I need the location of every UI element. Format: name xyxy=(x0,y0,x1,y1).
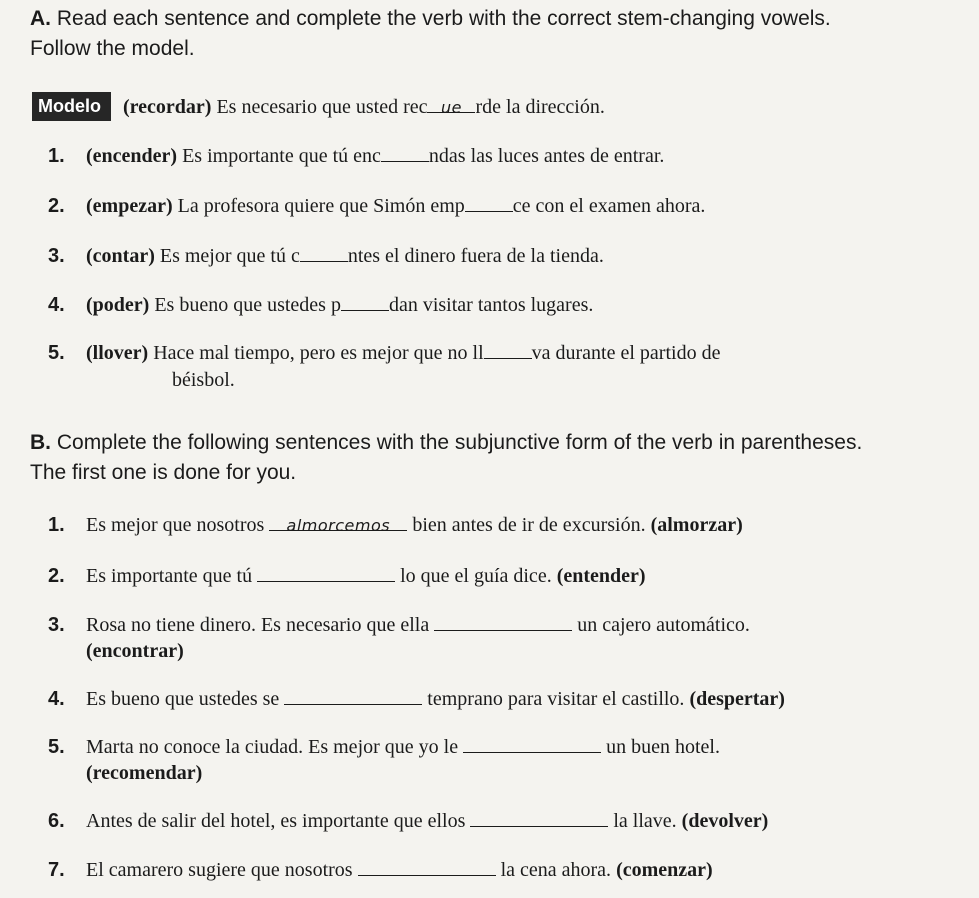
b-item-text-before: Marta no conoce la ciudad. Es mejor que yo le xyxy=(86,736,459,758)
a-item-2 xyxy=(48,193,705,219)
a-item-text-before: Es mejor que tú c xyxy=(159,245,300,267)
b-item-text-after: lo que el guía dice. xyxy=(400,565,552,587)
b-item-text-before: El camarero sugiere que nosotros xyxy=(86,859,353,881)
model-verb: (recordar) xyxy=(123,96,212,118)
a-item-verb: (llover) xyxy=(86,342,149,364)
b-item-number: 7. xyxy=(48,859,65,881)
b-item-blank[interactable] xyxy=(358,857,496,876)
section-a-instruction-line2: Follow the model. xyxy=(30,37,195,60)
a-item-number: 2. xyxy=(48,195,65,217)
a-item-text-after: va durante el partido de xyxy=(531,342,721,364)
b-item-1 xyxy=(48,512,743,538)
section-a-instruction xyxy=(30,4,831,34)
b-item-4 xyxy=(48,686,785,712)
b-item-2 xyxy=(48,563,646,589)
b-item-number: 5. xyxy=(48,736,65,758)
b-item-number: 3. xyxy=(48,614,65,636)
b-item-5 xyxy=(48,734,720,760)
section-b-instruction-line2: The first one is done for you. xyxy=(30,461,297,484)
model-sentence xyxy=(32,92,605,121)
a-item-blank[interactable] xyxy=(465,193,513,212)
b-item-text-after: un buen hotel. xyxy=(606,736,720,758)
a-item-number: 3. xyxy=(48,245,65,267)
a-item-blank[interactable] xyxy=(381,143,429,162)
section-a-instruction-line1: Read each sentence and complete the verb with the correct stem-changing vowels. xyxy=(56,7,831,30)
b-item-verb: (despertar) xyxy=(689,688,785,710)
b-item-text-before: Rosa no tiene dinero. Es necesario que ella xyxy=(86,614,430,636)
a-item-number: 1. xyxy=(48,145,65,167)
a-item-number: 4. xyxy=(48,294,65,316)
modelo-badge: Modelo xyxy=(32,92,111,121)
b-item-number: 1. xyxy=(48,514,65,536)
b-item-5-verb: (recomendar) xyxy=(86,762,203,784)
a-item-text-after: ntes el dinero fuera de la tienda. xyxy=(347,245,604,267)
b-item-blank[interactable] xyxy=(463,734,601,753)
b-item-3-verb: (encontrar) xyxy=(86,640,184,662)
model-answer: ue xyxy=(440,98,462,117)
a-item-text-before: Hace mal tiempo, pero es mejor que no ll xyxy=(153,342,484,364)
a-item-text-before: Es importante que tú enc xyxy=(182,145,381,167)
b-item-verb: (comenzar) xyxy=(616,859,713,881)
b-item-text-after: la llave. xyxy=(613,810,677,832)
b-item-number: 4. xyxy=(48,688,65,710)
section-b-instruction-line1: Complete the following sentences with the subjunctive form of the verb in parentheses. xyxy=(56,431,863,454)
b-item-6 xyxy=(48,808,768,834)
a-item-text-after: ce con el examen ahora. xyxy=(512,195,706,217)
b-item-text-after: la cena ahora. xyxy=(500,859,612,881)
b-item-blank[interactable] xyxy=(284,686,422,705)
a-item-text-before: La profesora quiere que Simón emp xyxy=(177,195,465,217)
a-item-blank[interactable] xyxy=(484,340,532,359)
model-text-after: rde la dirección. xyxy=(475,96,605,118)
b-item-text-after: temprano para visitar el castillo. xyxy=(427,688,685,710)
section-b-letter: B. xyxy=(30,431,51,454)
b-item-text-before: Es mejor que nosotros xyxy=(86,514,265,536)
b-item-blank[interactable] xyxy=(434,612,572,631)
b-item-blank[interactable] xyxy=(257,563,395,582)
model-answer-blank xyxy=(427,94,475,117)
a-item-verb: (encender) xyxy=(86,145,178,167)
b-item-7 xyxy=(48,857,713,883)
section-a-letter: A. xyxy=(30,7,51,30)
section-b-instruction xyxy=(30,428,862,458)
b-item-answer-blank xyxy=(269,512,407,535)
a-item-number: 5. xyxy=(48,342,65,364)
a-item-blank[interactable] xyxy=(300,243,348,262)
a-item-blank[interactable] xyxy=(341,292,389,311)
a-item-verb: (contar) xyxy=(86,245,155,267)
b-item-number: 2. xyxy=(48,565,65,587)
a-item-verb: (poder) xyxy=(86,294,150,316)
b-item-blank[interactable] xyxy=(470,808,608,827)
b-item-text-before: Antes de salir del hotel, es importante que ellos xyxy=(86,810,466,832)
b-item-number: 6. xyxy=(48,810,65,832)
b-item-verb: (devolver) xyxy=(681,810,769,832)
a-item-5-continuation: béisbol. xyxy=(172,369,235,391)
a-item-text-after: ndas las luces antes de entrar. xyxy=(428,145,665,167)
a-item-1 xyxy=(48,143,664,169)
a-item-text-after: dan visitar tantos lugares. xyxy=(388,294,594,316)
b-item-text-after: bien antes de ir de excursión. xyxy=(412,514,646,536)
b-item-answer: almorcemos xyxy=(286,516,391,535)
b-item-text-after: un cajero automático. xyxy=(577,614,750,636)
b-item-verb: (almorzar) xyxy=(650,514,743,536)
a-item-text-before: Es bueno que ustedes p xyxy=(154,294,341,316)
a-item-verb: (empezar) xyxy=(86,195,173,217)
a-item-4 xyxy=(48,292,593,318)
a-item-5 xyxy=(48,340,720,366)
b-item-text-before: Es bueno que ustedes se xyxy=(86,688,280,710)
b-item-text-before: Es importante que tú xyxy=(86,565,253,587)
b-item-3 xyxy=(48,612,750,638)
a-item-3 xyxy=(48,243,604,269)
b-item-verb: (entender) xyxy=(556,565,646,587)
model-text-before: Es necesario que usted rec xyxy=(216,96,428,118)
